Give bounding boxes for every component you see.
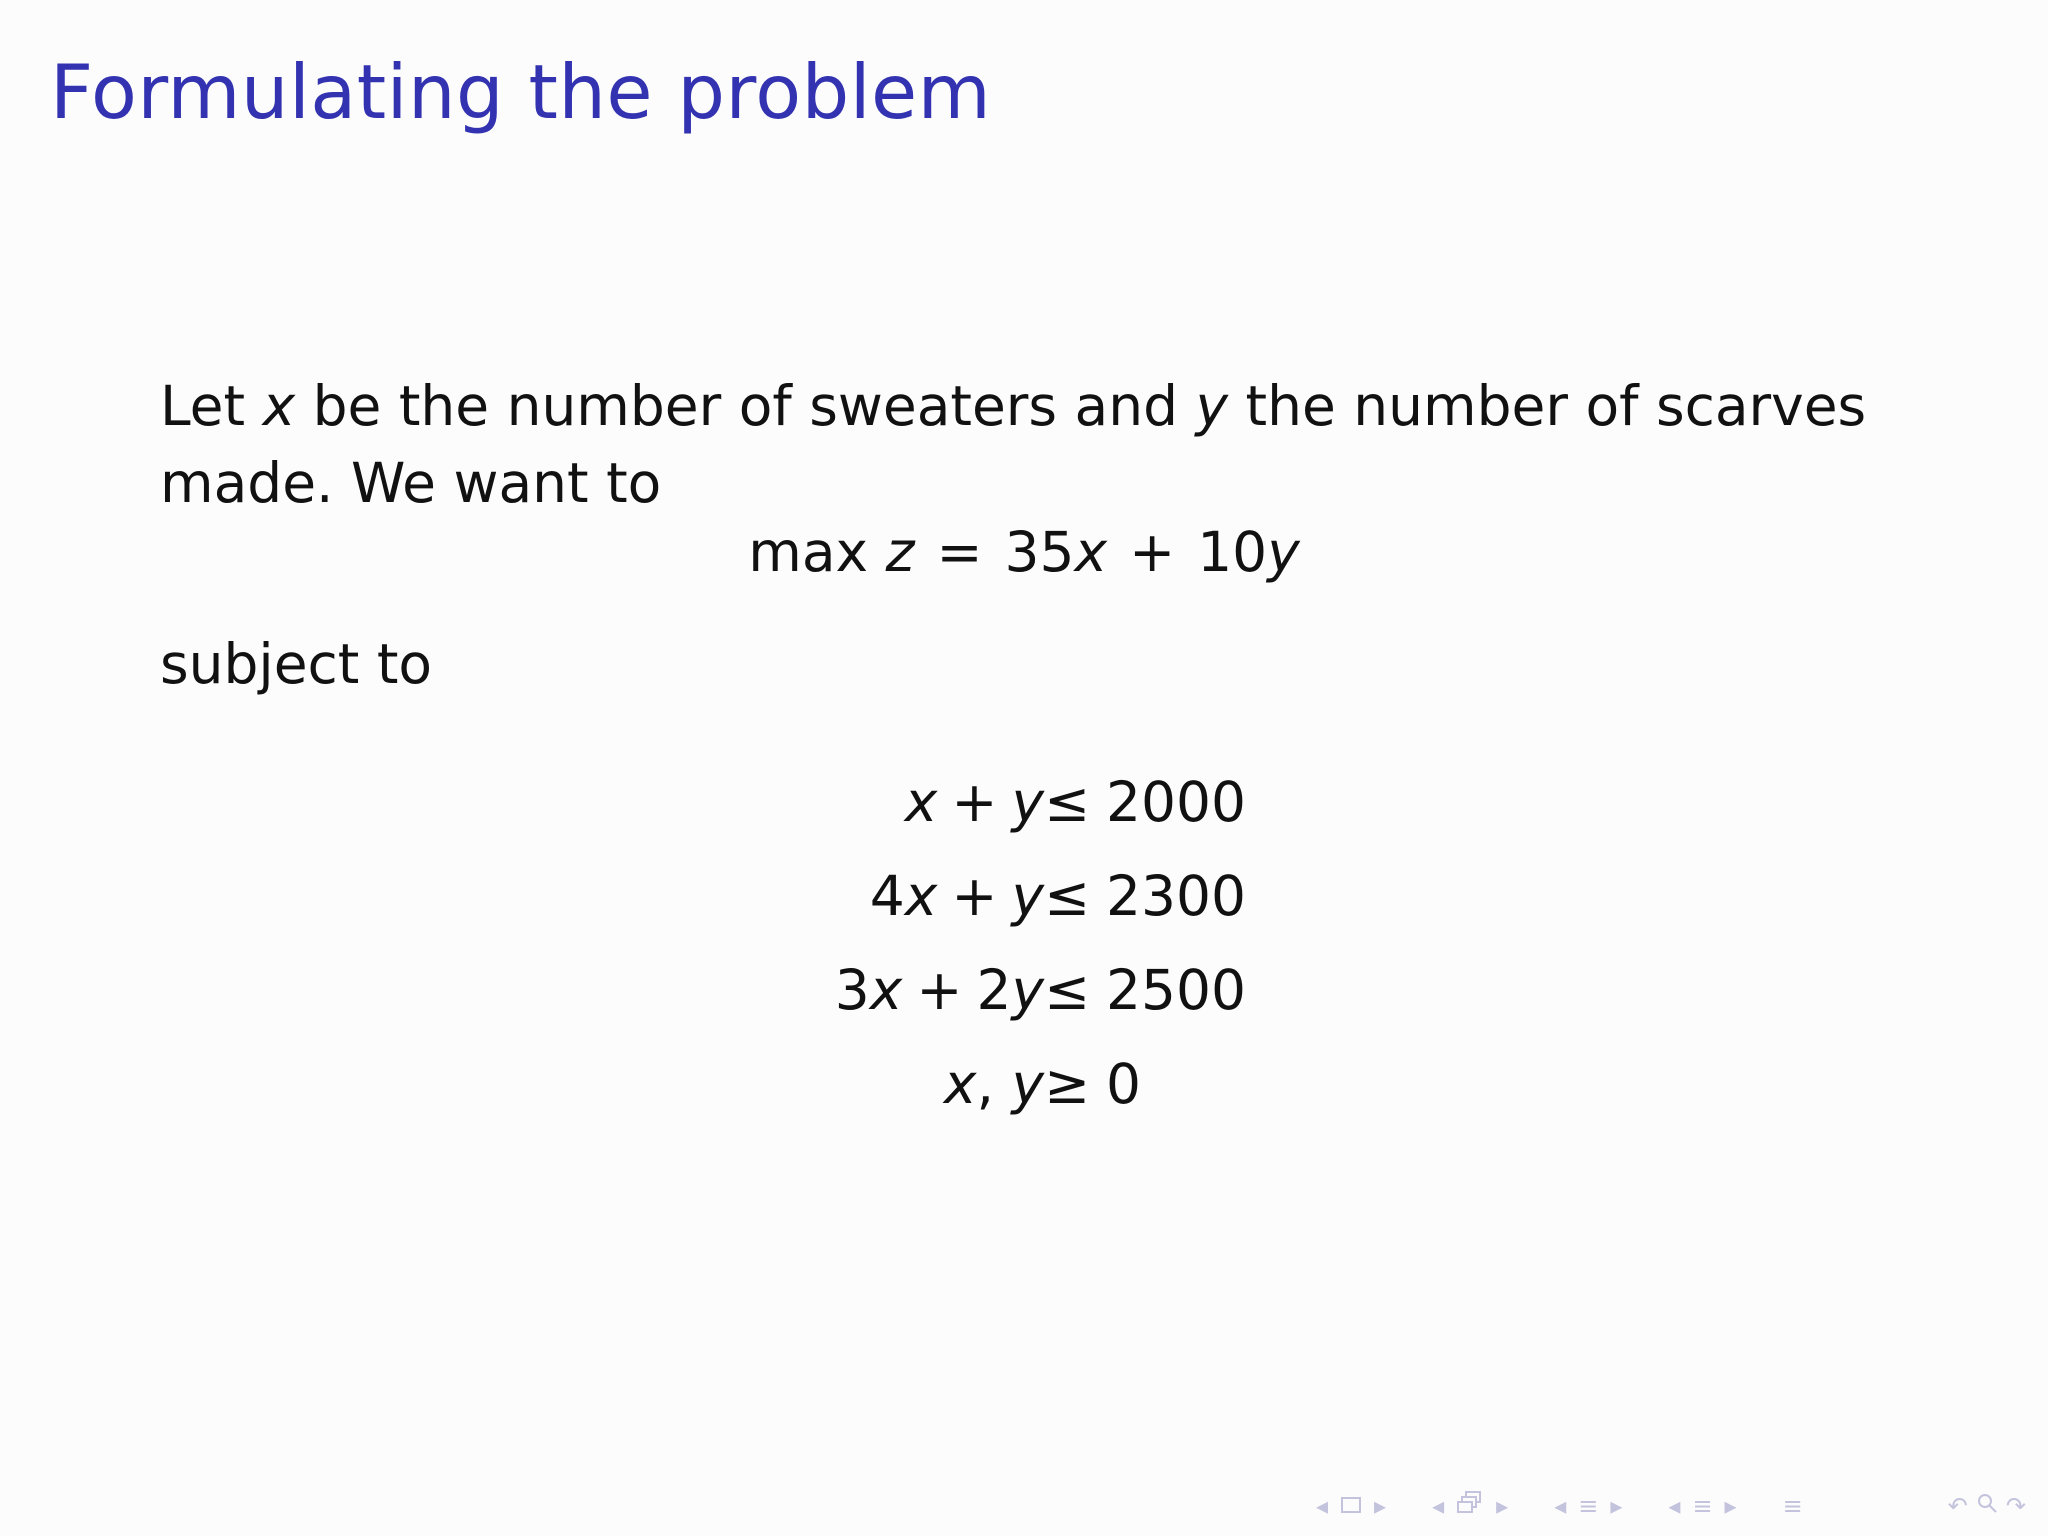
nav-frame-group[interactable] [1310, 1492, 1392, 1520]
constraint-lhs: 4x + y [869, 864, 1044, 928]
nav-align-group[interactable] [1777, 1492, 1809, 1520]
section-icon[interactable]: ≡ [1578, 1492, 1599, 1520]
align-icon[interactable]: ≡ [1782, 1492, 1803, 1520]
nav-section-group[interactable] [1548, 1492, 1628, 1520]
subsection-icon[interactable] [1456, 1490, 1484, 1522]
constraint-lhs: x, y [943, 1052, 1044, 1116]
nav-subsection-group[interactable] [1426, 1490, 1514, 1522]
nav-prev-icon[interactable]: ◂ [1554, 1492, 1567, 1520]
undo-icon[interactable]: ↶ [1947, 1492, 1968, 1520]
objective-var-2: y [1267, 520, 1300, 584]
nav-next-icon[interactable]: ▸ [1496, 1492, 1509, 1520]
objective-coef-2: 10 [1197, 520, 1268, 584]
intro-text-1: Let [160, 374, 263, 438]
objective-function [0, 520, 2048, 584]
constraint-relation: ≤ [1044, 770, 1091, 834]
objective-coef-1: 35 [1004, 520, 1075, 584]
constraints-block [0, 770, 2048, 1146]
objective-plus: + [1129, 520, 1176, 584]
constraint-row [0, 770, 2048, 864]
objective-var-1: x [1074, 520, 1108, 584]
nav-next-icon[interactable]: ▸ [1610, 1492, 1623, 1520]
constraint-lhs: x + y [904, 770, 1044, 834]
nav-document-group[interactable] [1662, 1492, 1742, 1520]
constraint-rhs: 2500 [1106, 958, 1246, 1022]
intro-text-3: the number of scarves [1228, 374, 1867, 438]
constraint-relation: ≤ [1044, 864, 1091, 928]
nav-next-icon[interactable]: ▸ [1724, 1492, 1737, 1520]
constraint-rhs: 2000 [1106, 770, 1246, 834]
intro-text-2: be the number of sweaters and [295, 374, 1196, 438]
intro-line-2: made. We want to [160, 451, 662, 515]
constraint-relation: ≥ [1044, 1052, 1091, 1116]
objective-var: z [885, 520, 915, 584]
intro-paragraph [160, 368, 1867, 522]
nav-prev-icon[interactable]: ◂ [1432, 1492, 1445, 1520]
beamer-navigation-bar [1310, 1488, 2030, 1524]
constraint-rhs: 2300 [1106, 864, 1246, 928]
nav-next-icon[interactable]: ▸ [1374, 1492, 1387, 1520]
objective-equals: = [936, 520, 983, 584]
frame-icon[interactable] [1340, 1492, 1362, 1520]
nav-prev-icon[interactable]: ◂ [1668, 1492, 1681, 1520]
intro-line-1 [160, 368, 1867, 445]
constraint-row [0, 864, 2048, 958]
document-icon[interactable]: ≡ [1692, 1492, 1713, 1520]
constraint-row [0, 958, 2048, 1052]
constraint-relation: ≤ [1044, 958, 1091, 1022]
constraint-lhs: 3x + 2y [834, 958, 1044, 1022]
slide-title: Formulating the problem [50, 48, 992, 136]
subject-to-label: subject to [160, 632, 433, 696]
redo-icon[interactable]: ↷ [2005, 1492, 2026, 1520]
constraint-row [0, 1052, 2048, 1146]
intro-var-y: y [1195, 374, 1229, 438]
constraint-rhs: 0 [1106, 1052, 1141, 1116]
intro-var-x: x [262, 374, 296, 438]
nav-tools-group[interactable] [1944, 1492, 2030, 1520]
objective-max: max [748, 520, 886, 584]
search-icon[interactable] [1976, 1492, 1998, 1520]
nav-prev-icon[interactable]: ◂ [1316, 1492, 1329, 1520]
